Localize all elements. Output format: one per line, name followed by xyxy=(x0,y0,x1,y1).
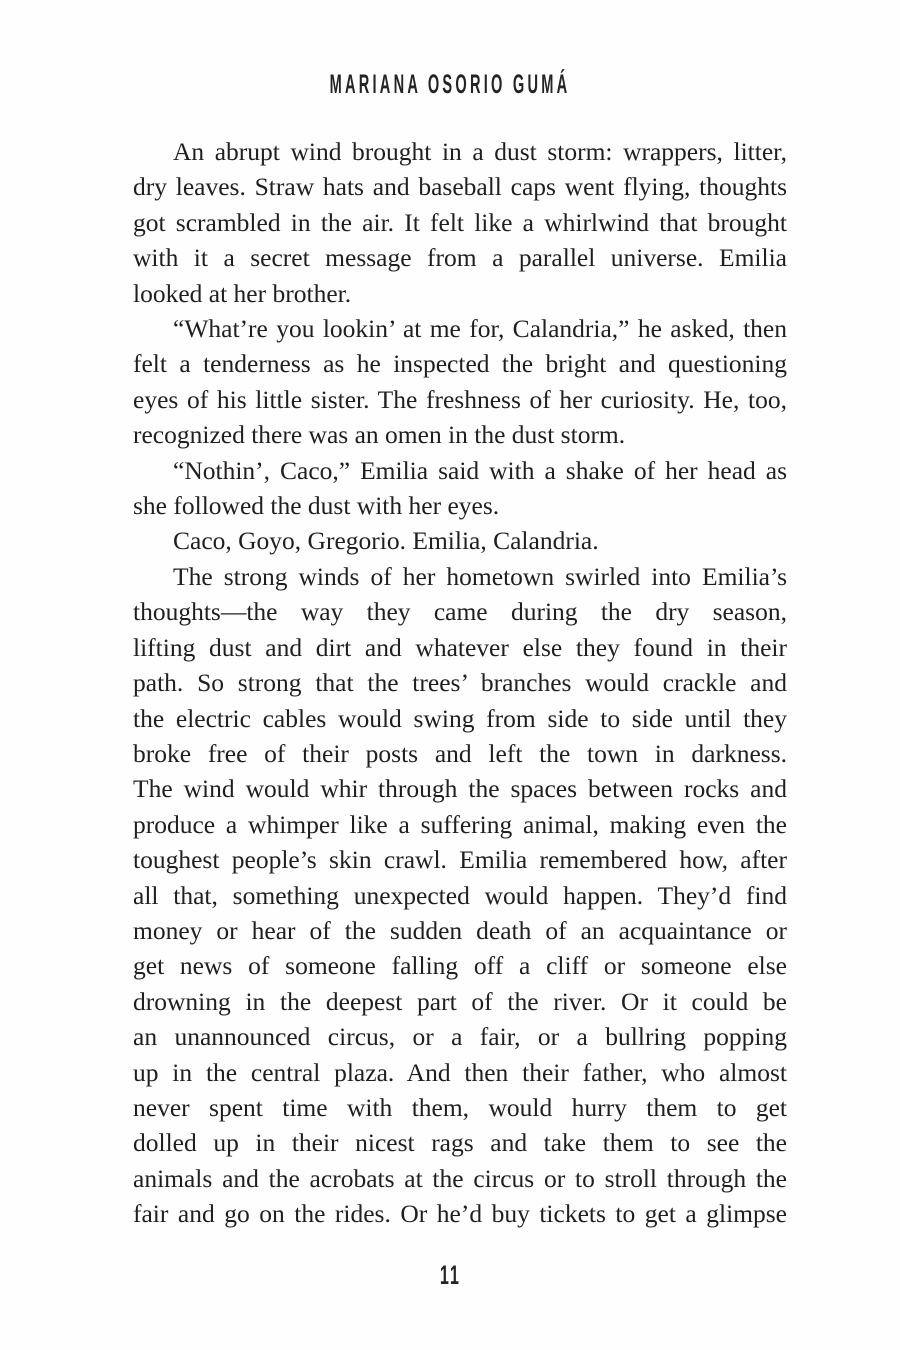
text-line: dry leaves. Straw hats and baseball caps went flying, thoughts xyxy=(133,172,787,202)
text-line: toughest people’s skin crawl. Emilia remembered how, after xyxy=(133,845,787,875)
running-header xyxy=(0,69,900,100)
text-line: she followed the dust with her eyes. xyxy=(133,491,500,521)
text-line: recognized there was an omen in the dust storm. xyxy=(133,420,626,450)
text-line: money or hear of the sudden death of an acquaintance or xyxy=(133,915,787,945)
text-line: An abrupt wind brought in a dust storm: wrappers, litter, xyxy=(173,137,787,166)
text-line: with it a secret message from a parallel universe. Emilia xyxy=(133,243,787,273)
text-line: looked at her brother. xyxy=(133,278,352,308)
text-line: “What’re you lookin’ at me for, Calandria,” he asked, then xyxy=(173,314,787,344)
text-line: up in the central plaza. And then their father, who almost xyxy=(133,1057,787,1087)
body-text xyxy=(133,134,787,1232)
page-number-text: 11 xyxy=(439,1260,461,1290)
text-line: get news of someone falling off a cliff or someone else xyxy=(133,951,787,981)
text-line: Caco, Goyo, Gregorio. Emilia, Calandria. xyxy=(173,526,599,556)
text-line: never spent time with them, would hurry them to get xyxy=(133,1092,787,1122)
text-line: eyes of his little sister. The freshness of her curiosity. He, too, xyxy=(133,384,787,414)
text-line: dolled up in their nicest rags and take them to see the xyxy=(133,1128,787,1158)
text-line: drowning in the deepest part of the river. Or it could be xyxy=(133,986,787,1016)
text-line: “Nothin’, Caco,” Emilia said with a shake of her head as xyxy=(173,455,787,485)
text-line: broke free of their posts and left the town in darkness. xyxy=(133,738,787,768)
text-line: fair and go on the rides. Or he’d buy tickets to get a glimpse xyxy=(133,1199,787,1229)
running-header-text: MARIANA OSORIO GUMÁ xyxy=(329,69,571,99)
text-line: felt a tenderness as he inspected the bright and questioning xyxy=(133,349,787,379)
text-line: animals and the acrobats at the circus or to stroll through the xyxy=(133,1163,787,1193)
text-line: the electric cables would swing from side to side until they xyxy=(133,703,787,733)
text-line: lifting dust and dirt and whatever else they found in their xyxy=(133,632,787,662)
text-line: an unannounced circus, or a fair, or a bullring popping xyxy=(133,1022,787,1052)
text-line: The strong winds of her hometown swirled into Emilia’s xyxy=(173,561,787,591)
text-line: all that, something unexpected would happen. They’d find xyxy=(133,880,787,910)
page-number xyxy=(0,1260,900,1291)
text-line: The wind would whir through the spaces between rocks and xyxy=(133,774,787,804)
text-line: got scrambled in the air. It felt like a whirlwind that brought xyxy=(133,207,787,237)
text-line: produce a whimper like a suffering animal, making even the xyxy=(133,809,787,839)
text-line: path. So strong that the trees’ branches would crackle and xyxy=(133,668,787,698)
text-line: thoughts—the way they came during the dry season, xyxy=(133,597,787,627)
